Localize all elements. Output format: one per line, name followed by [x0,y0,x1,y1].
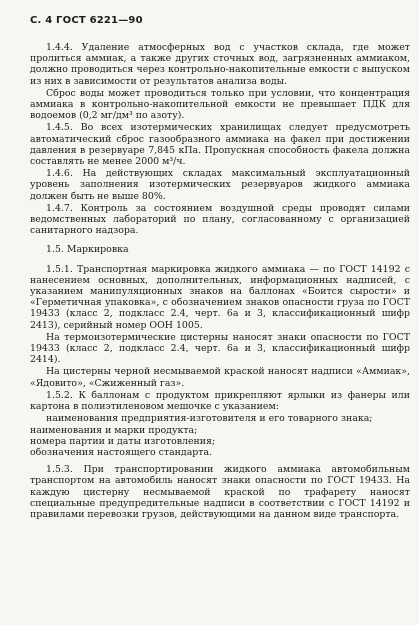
paragraph-isothermal-tanks: На термоизотермические цистерны наносят знаки опасности по ГОСТ 19433 (класс 2, подкласс 2.4, черт. 6а и 3, классификационный шифр 2414). [30,331,410,366]
list-item-standard: обозначения настоящего стандарта. [30,446,213,458]
paragraph-tank-inscriptions: На цистерны черной несмываемой краской наносят надписи «Аммиак», «Ядовито», «Сжиженный газ». [30,366,410,389]
page-header: С. 4 ГОСТ 6221—90 [30,15,143,26]
document-body [30,42,410,520]
paragraph-1-4-4: 1.4.4. Удаление атмосферных вод с участков склада, где может пролиться аммиак, а также других сточных вод, загрязненных аммиаком, должно проводиться через контрольно-накопительные емкости с выпуском из них в зависимости от результатов анализа воды. [30,42,410,87]
paragraph-1-4-6: 1.4.6. На действующих складах максимальный эксплуатационный уровень заполнения изотермических резервуаров жидкого аммиака должен быть не выше 80%. [30,168,410,202]
list-item-batch-number: номера партии и даты изготовления; [30,435,216,447]
list-item-product-name: наименования и марки продукта; [30,424,198,436]
list-item-manufacturer: наименования предприятия-изготовителя и его товарного знака; [46,413,373,425]
paragraph-1-5-1: 1.5.1. Транспортная маркировка жидкого аммиака — по ГОСТ 14192 с нанесением основных, дополнительных, информационных надписей, с указанием манипуляционных знаков на баллонах «Боится сырости» и «Герметичная упаковка», с обозначением знаков опасности груза по ГОСТ 19433 (класс 2, подкласс 2.4, черт. 6а и 3, классификационный шифр 2413), серийный номер ООН 1005. [30,263,410,331]
paragraph-water-discharge: Сброс воды может проводиться только при условии, что концентрация аммиака в контрольно-накопительной емкости не превышает ПДК для водоемов (0,2 мг/дм³ по азоту). [30,87,410,122]
paragraph-1-5-2: 1.5.2. К баллонам с продуктом прикрепляют ярлыки из фанеры или картона в полиэтиленовом мешочке с указанием: [30,389,410,413]
paragraph-1-4-7: 1.4.7. Контроль за состоянием воздушной среды проводят силами ведомственных лабораторий по плану, согласованному с организацией санитарного надзора. [30,202,410,237]
paragraph-1-4-5: 1.4.5. Во всех изотермических хранилищах следует предусмотреть автоматический сброс газообразного аммиака на факел при достижении давления в резервуаре 7,845 кПа. Пропускная способность факела должна составлять не менее 2000 м³/ч. [30,122,410,168]
section-heading-marking: 1.5. Маркировка [46,244,129,256]
paragraph-1-5-3: 1.5.3. При транспортировании жидкого аммиака автомобильным транспортом на автомобиль наносят знаки опасности по ГОСТ 19433. На каждую цистерну несмываемой краской по трафарету наносят специальные предупредительные надписи в соответствии с ГОСТ 14192 и правилами перевозки грузов, действующими на данном виде транспорта. [30,464,410,520]
